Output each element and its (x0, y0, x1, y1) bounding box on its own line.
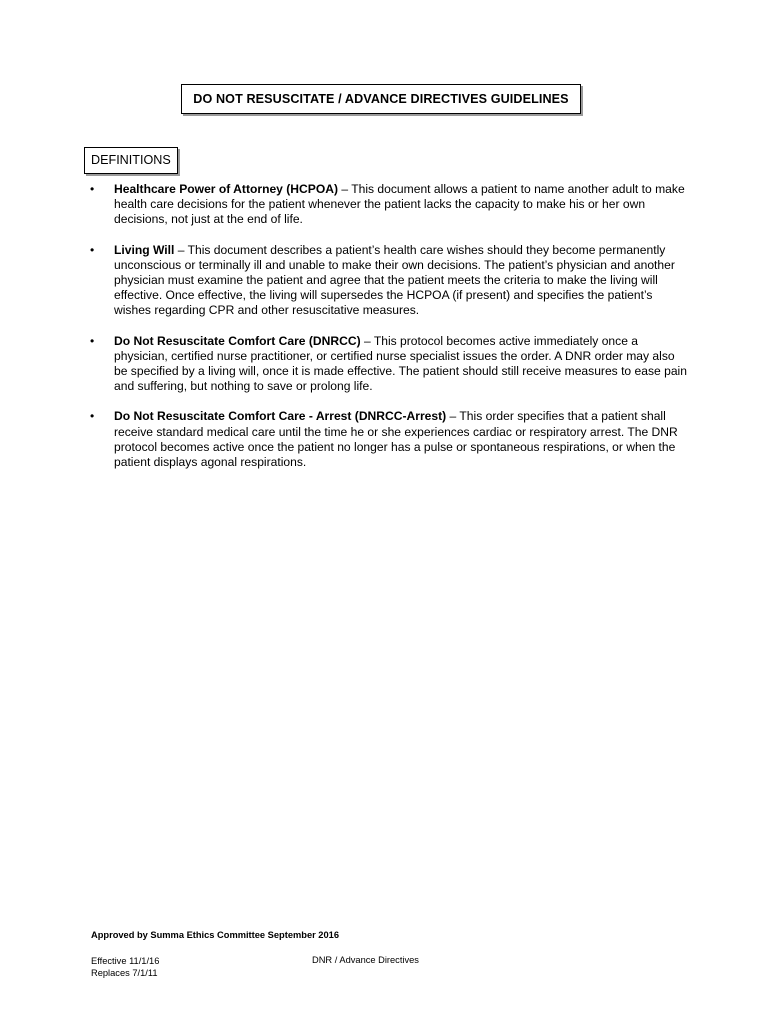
definition-term: Do Not Resuscitate Comfort Care (DNRCC) (114, 333, 361, 348)
definitions-list (90, 182, 690, 485)
bullet-icon: • (90, 182, 95, 196)
approval-note: Approved by Summa Ethics Committee September 2016 (91, 930, 339, 940)
definition-item-hcpoa (90, 182, 690, 228)
definition-term: Living Will (114, 242, 175, 257)
replaces-date: Replaces 7/1/11 (91, 968, 158, 978)
definition-text: – This order specifies that a patient shall receive standard medical care until the time he or she experiences cardiac or respiratory arrest. The DNR protocol becomes active once the patient no longer has a pulse or spontaneous respirations, or when the patient displays agonal respirations. (114, 409, 678, 470)
definition-item-living-will (90, 243, 690, 319)
definition-text: – This document allows a patient to name another adult to make health care decisions for the patient whenever the patient lacks the capacity to make his or her own decisions, not just at the end of life. (114, 182, 685, 227)
page-title: DO NOT RESUSCITATE / ADVANCE DIRECTIVES GUIDELINES (181, 84, 581, 114)
bullet-icon: • (90, 409, 95, 424)
bullet-icon: • (90, 242, 95, 257)
definition-item-dnrcc (90, 334, 690, 395)
bullet-icon: • (90, 333, 95, 348)
definition-text: – This document describes a patient’s health care wishes should they become permanently unconscious or terminally ill and unable to make their own decisions. The patient’s physician and another physician must examine the patient and agree that the patient meets the criteria to make the living will effective. Once effective, the living will supersedes the HCPOA (if present) and specifies the patient’s wishes regarding CPR and other resuscitative measures. (114, 242, 675, 318)
footer-dates (91, 955, 159, 979)
definition-term: Do Not Resuscitate Comfort Care - Arrest (DNRCC-Arrest) (114, 409, 447, 424)
definition-item-dnrcc-arrest (90, 409, 690, 470)
footer-document-name: DNR / Advance Directives (312, 955, 419, 965)
effective-date: Effective 11/1/16 (91, 956, 160, 966)
section-heading-definitions: DEFINITIONS (84, 147, 178, 174)
definition-term: Healthcare Power of Attorney (HCPOA) (114, 182, 338, 196)
definition-text: – This protocol becomes active immediately once a physician, certified nurse practitioner, or certified nurse specialist issues the order. A DNR order may also be specified by a living will, once it is made effective. The patient should still receive measures to ease pain and suffering, but nothing to save or prolong life. (114, 333, 687, 394)
